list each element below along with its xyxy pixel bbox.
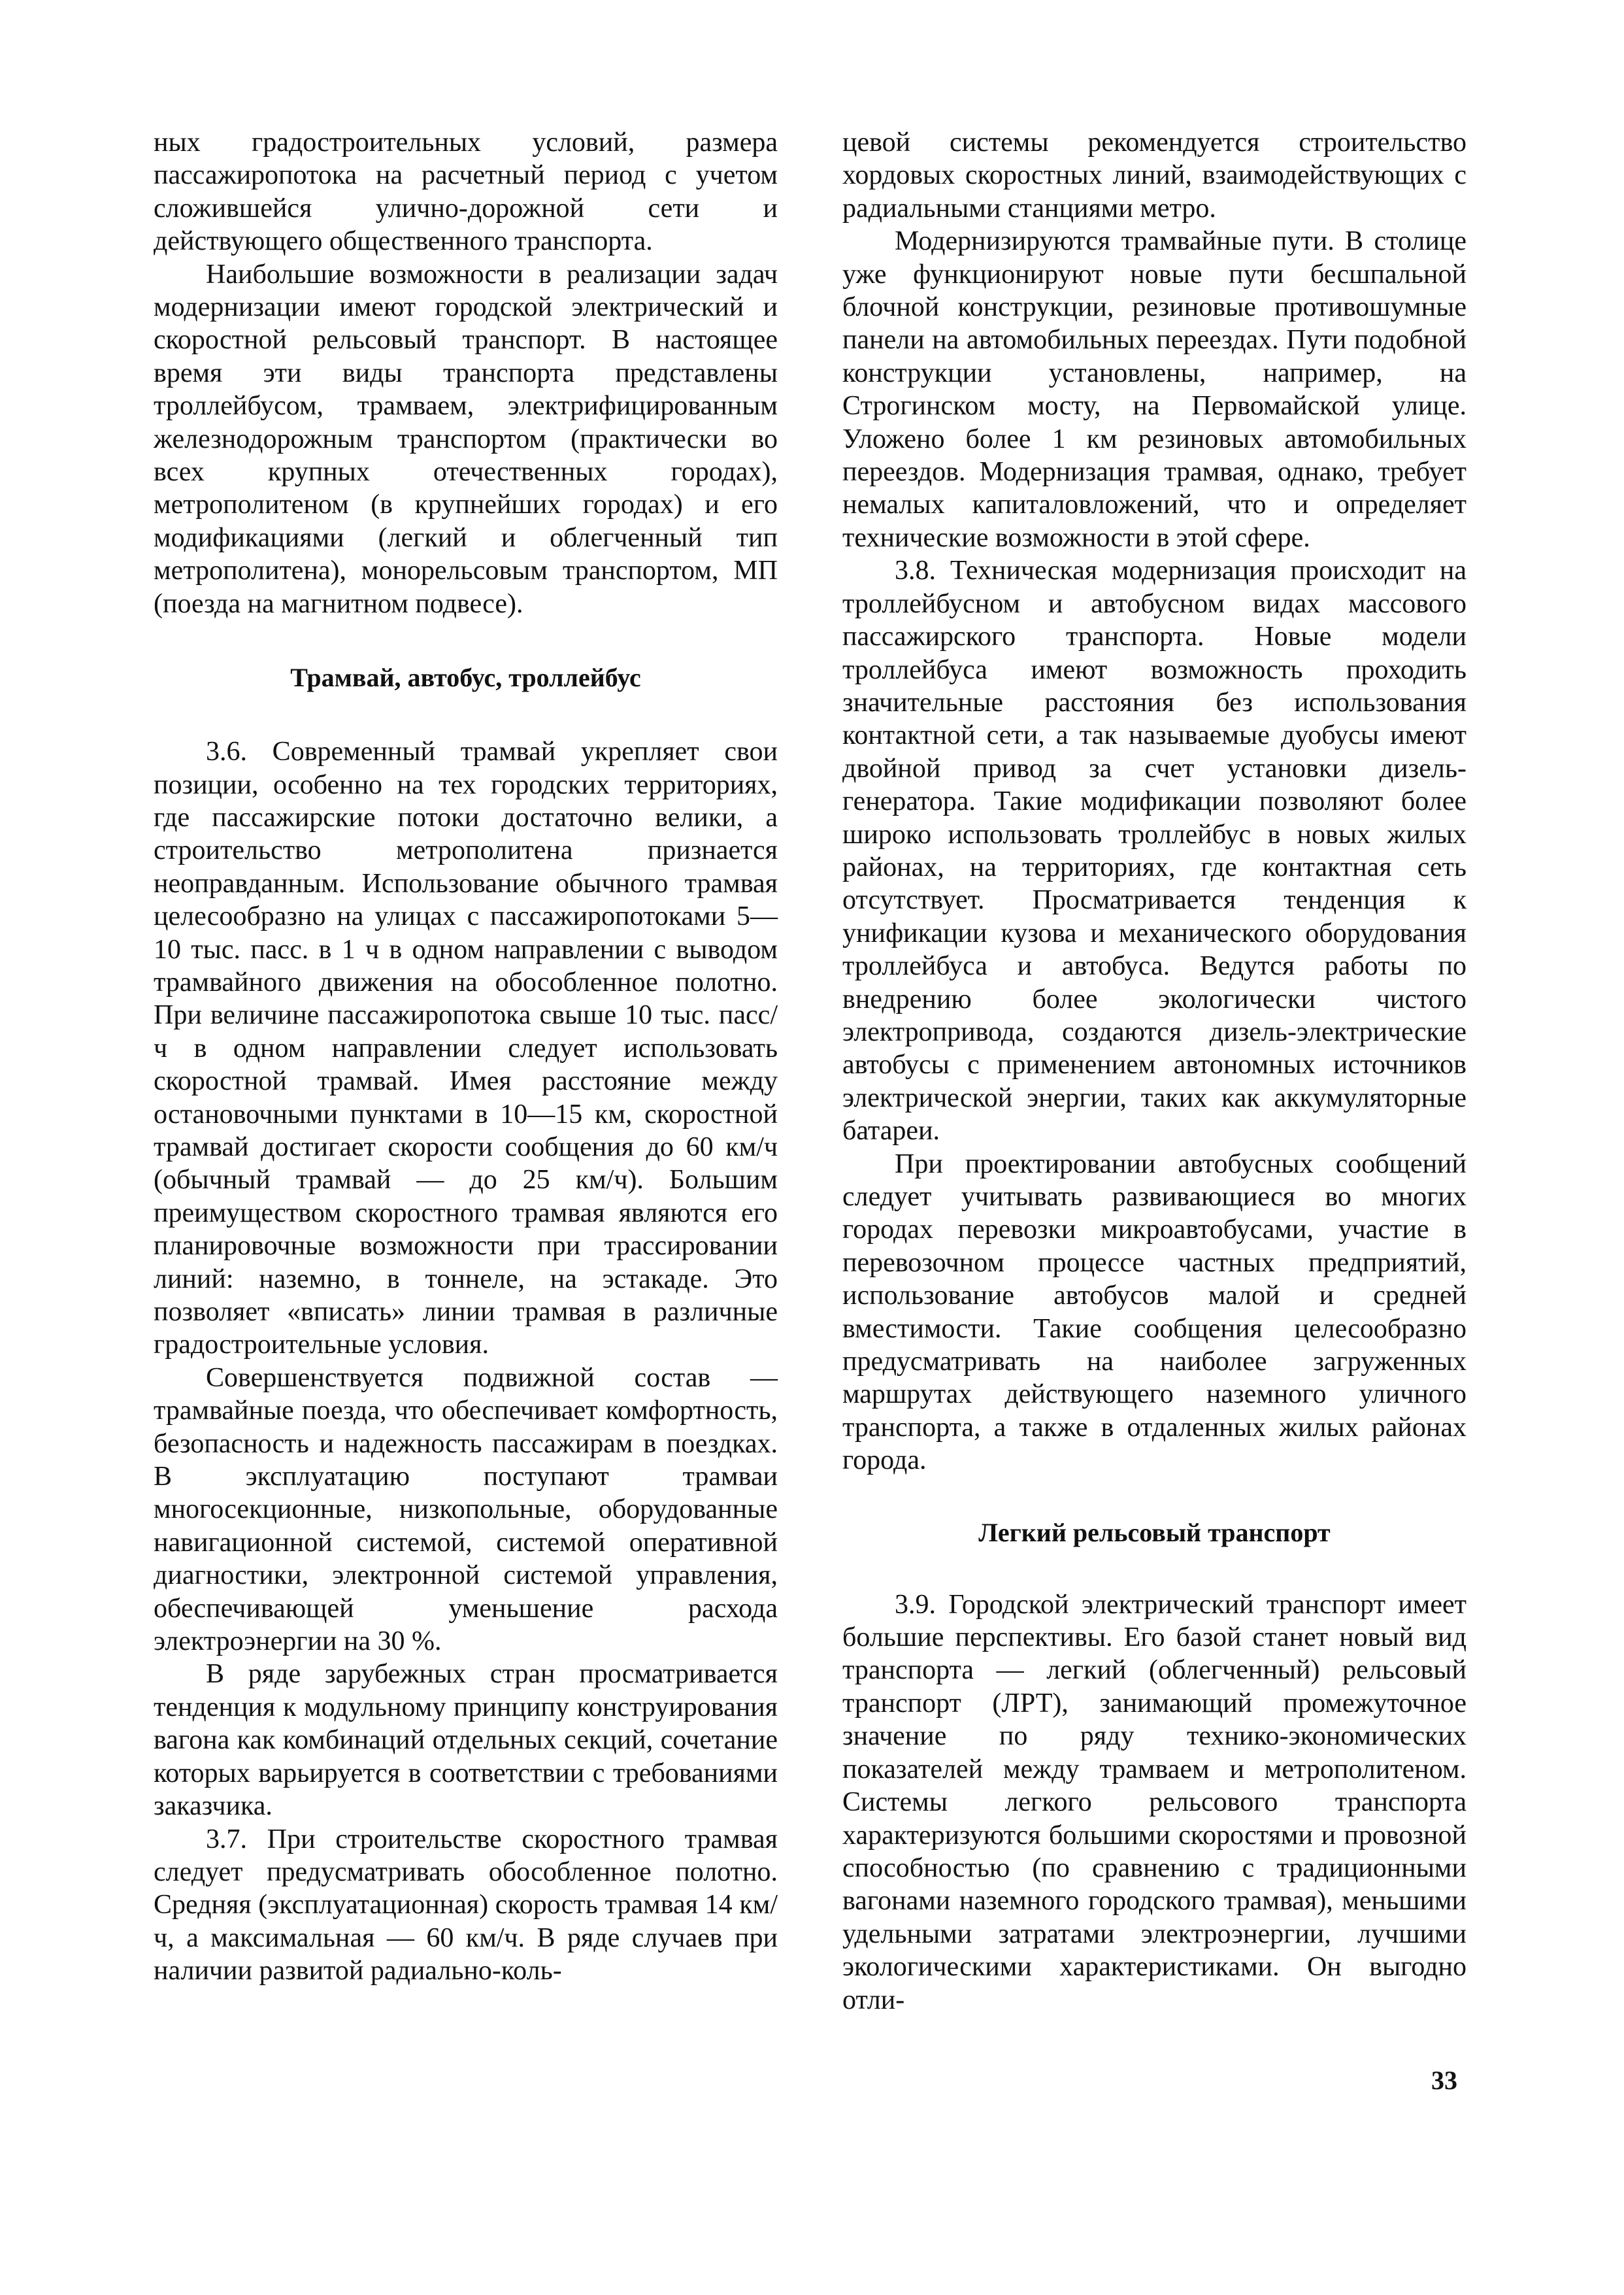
section-heading: Легкий рельсовый транспорт	[978, 1517, 1331, 1547]
paragraph: 3.6. Современный трамвай укрепляет свои позиции, особенно на тех городских территориях, где пассажирские потоки достаточно велики, а строительство метрополитена признается неоправданным. Использование обычного трамвая целесообразно на улицах с пассажиропотоками 5—10 тыс. пасс. в 1 ч в одном направлении с выводом трамвайного движения на обособленное полотно. При величине пассажиропотока свыше 10 тыс. пасс/ч в одном направлении следует использовать скоростной трамвай. Имея расстояние между остановочными пунктами в 10—15 км, скоростной трамвай достигает скорости сообщения до 60 км/ч (обычный трамвай — до 25 км/ч). Большим преимуществом скоростного трамвая являются его планировочные возможности при трассировании линий: наземно, в тоннеле, на эстакаде. Это позволяет «вписать» линии трамвая в различные градостроительные условия.	[154, 737, 778, 1360]
left-column	[154, 126, 778, 1988]
section-heading: Трамвай, автобус, троллейбус	[290, 663, 641, 693]
paragraph: При проектировании автобусных сообщений следует учитывать развивающиеся во многих городах перевозки микроавтобусами, участие в перевозочном процессе частных предприятий, использование автобусов малой и средней вместимости. Такие сообщения целесообразно предусматривать на наиболее загруженных маршрутах действующего наземного уличного транспорта, а также в отдаленных жилых районах города.	[842, 1148, 1467, 1476]
paragraph: Модернизируются трамвайные пути. В столице уже функционируют новые пути бесшпальной блочной конструкции, резиновые противошумные панели на автомобильных переездах. Пути подобной конструкции установлены, например, на Строгинском мосту, на Первомайской улице. Уложено более 1 км резиновых автомобильных переездов. Модернизация трамвая, однако, требует немалых капиталовложений, что и определяет технические возможности в этой сфере.	[842, 226, 1467, 553]
right-column	[842, 126, 1467, 2017]
paragraph: ных градостроительных условий, размера пассажиропотока на расчетный период с учетом сложившейся улично-дорожной сети и действующего общественного транспорта.	[154, 127, 778, 257]
paragraph: 3.9. Городской электрический транспорт имеет большие перспективы. Его базой станет новый вид транспорта — легкий (облегченный) рельсовый транспорт (ЛРТ), занимающий промежуточное значение по ряду технико-экономических показателей между трамваем и метрополитеном. Системы легкого рельсового транспорта характеризуются большими скоростями и провозной способностью (по сравнению с традиционными вагонами наземного городского трамвая), меньшими удельными затратами электроэнергии, лучшими экологическими характеристиками. Он выгодно отли-	[842, 1589, 1467, 2015]
page-number: 33	[1431, 2066, 1457, 2095]
paragraph: Наибольшие возможности в реализации задач модернизации имеют городской электрический и скоростной рельсовый транспорт. В настоящее время эти виды транспорта представлены троллейбусом, трамваем, электрифицированным железнодорожным транспортом (практически во всех крупных отечественных городах), метрополитеном (в крупнейших городах) и его модификациями (легкий и облегченный тип метрополитена), монорельсовым транспортом, МП (поезда на магнитном подвесе).	[154, 259, 778, 619]
paragraph: 3.7. При строительстве скоростного трамвая следует предусматривать обособленное полотно. Средняя (эксплуатационная) скорость трамвая 14 км/ч, а максимальная — 60 км/ч. В ряде случаев при наличии развитой радиально-коль-	[154, 1824, 778, 1986]
paragraph: 3.8. Техническая модернизация происходит на троллейбусном и автобусном видах массового пассажирского транспорта. Новые модели троллейбуса имеют возможность проходить значительные расстояния без использования контактной сети, а так называемые дуобусы имеют двойной привод за счет установки дизель-генератора. Такие модификации позволяют более широко использовать троллейбус в новых жилых районах, на территориях, где контактная сеть отсутствует. Просматривается тенденция к унификации кузова и механического оборудования троллейбуса и автобуса. Ведутся работы по внедрению более экологически чистого электропривода, создаются дизель-электрические автобусы с применением автономных источников электрической энергии, таких как аккумуляторные батареи.	[842, 556, 1467, 1147]
paragraph: цевой системы рекомендуется строительство хордовых скоростных линий, взаимодействующих с радиальными станциями метро.	[842, 127, 1467, 224]
paragraph: Совершенствуется подвижной состав — трамвайные поезда, что обеспечивает комфортность, безопасность и надежность пассажирам в поездках. В эксплуатацию поступают трамваи многосекционные, низкопольные, оборудованные навигационной системой, системой оперативной диагностики, электронной системой управления, обеспечивающей уменьшение расхода электроэнергии на 30 %.	[154, 1362, 778, 1657]
paragraph: В ряде зарубежных стран просматривается тенденция к модульному принципу конструирования вагона как комбинаций отдельных секций, сочетание которых варьируется в соответствии с требованиями заказчика.	[154, 1659, 778, 1822]
